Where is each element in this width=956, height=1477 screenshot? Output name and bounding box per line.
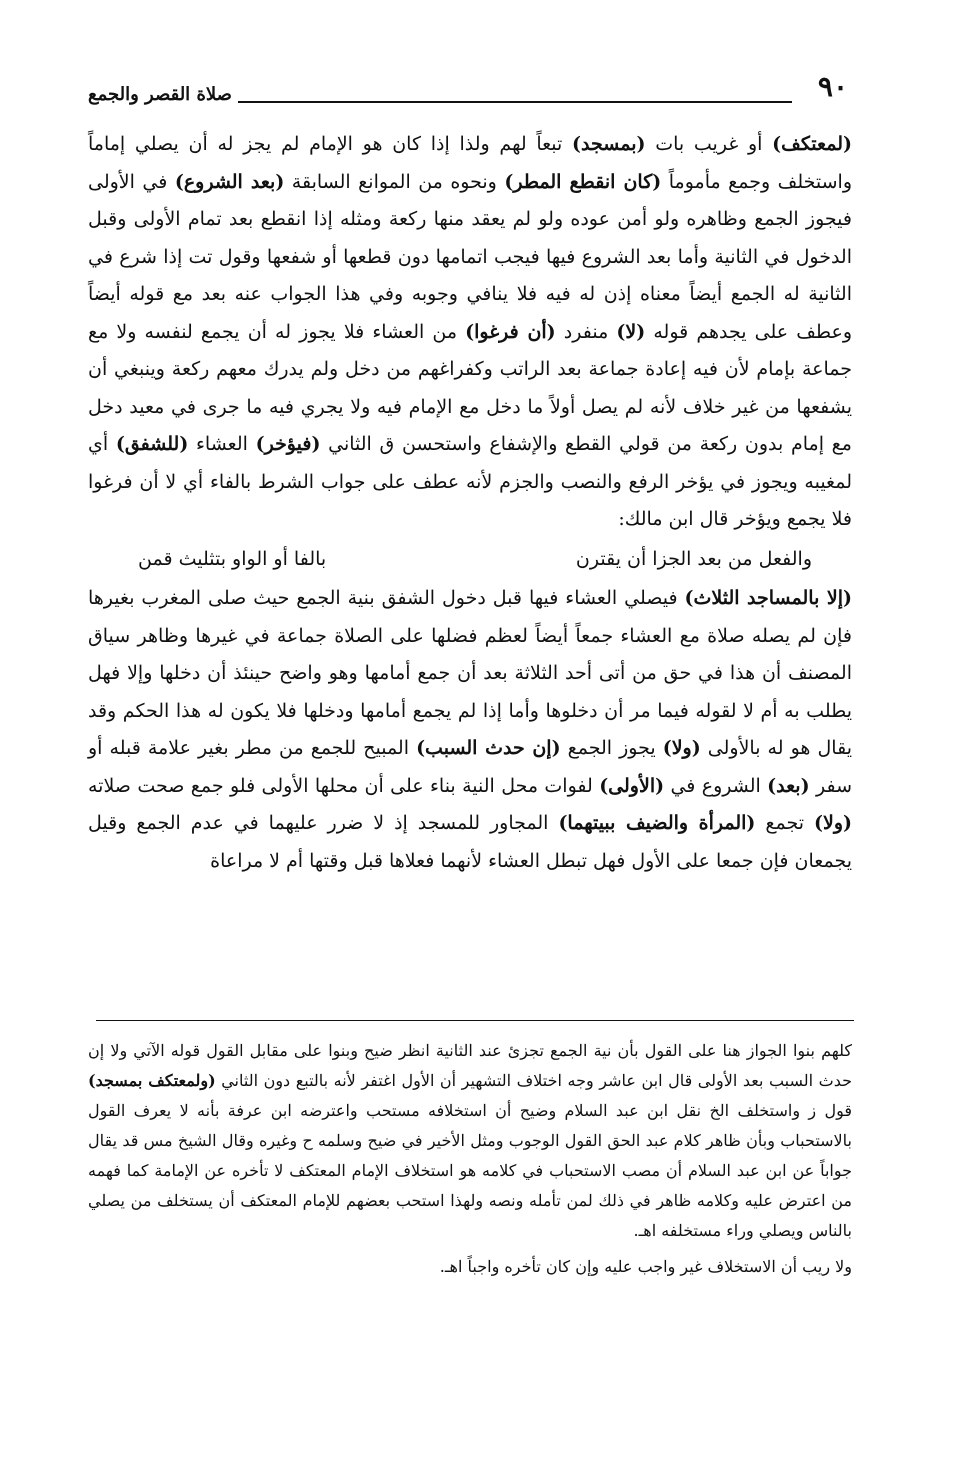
header-rule (238, 101, 792, 103)
page-number: ٩٠ (817, 70, 848, 103)
footnote-separator (96, 1020, 854, 1021)
main-paragraph-1: (لمعتكف) أو غريب بات (بمسجد) تبعاً لهم ولذا إذا كان هو الإمام لم يجز له أن يصلي إماماً واستخلف وجمع مأموماً (كان انقطع المطر) ونحوه من الموانع السابقة (بعد الشروع) في الأولى فيجوز الجمع وظاهره ولو أمن عوده ولو لم يعقد منها ركعة ومثله إذا انقطع بعد تمام الأولى وقبل الدخول في الثانية وأما بعد الشروع فيها فيجب اتمامها دون قطعها أو شفعها وقول تت إذا شرع في الثانية له الجمع أيضاً معناه إذن له فيه فلا ينافي وجوبه وفي هذا الجواب عنه بعد مع قوله أيضاً وعطف على يجدهم قوله (لا) منفرد (أن فرغوا) من العشاء فلا يجوز له أن يجمع لنفسه ولا مع جماعة بإمام لأن فيه إعادة جماعة بعد الراتب وكفراغهم من دخل ولم يدرك معهم ركعة وينبغي أن يشفعها من غير خلاف لأنه لم يصل أولاً ما دخل مع الإمام فيه ولا يجري فيه ما جرى في معيد دخل مع إمام بدون ركعة من قولي القطع والإشفاع واستحسن ق الثاني (فيؤخر) العشاء (للشفق) أي لمغيبه ويجوز في يؤخر الرفع والنصب والجزم لأنه عطف على جواب الشرط بالفاء أي لا أن فرغوا فلا يجمع ويؤخر قال ابن مالك: (88, 133, 852, 530)
main-paragraph-2: (إلا بالمساجد الثلاث) فيصلي العشاء فيها قبل دخول الشفق بنية الجمع حيث صلى المغرب بغيرها فإن لم يصله صلاة مع العشاء جمعاً أيضاً لعظم فضلها على الصلاة جماعة في غيرها وظاهر سياق المصنف أن هذا في حق من أتى أحد الثلاثة بعد أن جمع أمامها وهو واضح حينئذ أن دخلها وإلا فهل يطلب به أم لا لقوله فيما مر أن دخلوها وأما إذا لم يجمع أمامها ودخلها فلا يكون له هذا الحكم وقد يقال هو له بالأولى (ولا) يجوز الجمع (إن حدث السبب) المبيح للجمع من مطر بغير علامة قبله أو سفر (بعد) الشروع في (الأولى) لفوات محل النية بناء على أن محلها الأولى فلو جمع صحت صلاته (ولا) تجمع (المرأة والضيف ببيتهما) المجاور للمسجد إذ لا ضرر عليهما في عدم الجمع وقيل يجمعان فإن جمعا على الأول فهل تبطل العشاء لأنهما فعلاها قبل وقتها أم لا مراعاة (88, 587, 853, 872)
running-title: صلاة القصر والجمع (88, 84, 232, 105)
footnotes (88, 1036, 852, 1282)
poetry-verse (88, 541, 852, 579)
footnote-2: ولا ريب أن الاستخلاف غير واجب عليه وإن كان تأخره واجباً اهـ. (439, 1257, 852, 1276)
page-header (88, 70, 852, 110)
verse-hemistich-1: والفعل من بعد الجزا أن يقترن (575, 547, 812, 570)
main-text (88, 126, 852, 880)
footnote-1: كلهم بنوا الجواز هنا على القول بأن نية الجمع تجزئ عند الثانية انظر ضيح وبنوا على مقابل القول قوله الآتي ولا إن حدث السبب بعد الأولى قال ابن عاشر وجه اختلاف التشهير أن الأول اغتفر لأنه بالتبع دون الثاني (ولمعتكف بمسجد) قول ز واستخلف الخ نقل ابن عبد السلام وضيح أن استخلافه مستحب واعترضه ابن عرفة بأنه لا يعرف القول بالاستحباب وبأن ظاهر كلام عبد الحق القول الوجوب ومثل الأخير في ضيح وسلمه ح وغيره وقال الشيخ مس قد يقال جواباً عن ابن عبد السلام أن مصب الاستحباب في كلامه هو استخلاف الإمام المعتكف لا تأخره عن الإمامة كما فهمه من اعترض عليه وكلامه ظاهر في ذلك لمن تأمله ونصه ولهذا استحب بعضهم للإمام المعتكف أن يستخلف من يصلي بالناس ويصلي وراء مستخلفه اهـ. (88, 1041, 853, 1240)
verse-hemistich-2: بالفا أو الواو بتثليث قمن (138, 547, 327, 570)
